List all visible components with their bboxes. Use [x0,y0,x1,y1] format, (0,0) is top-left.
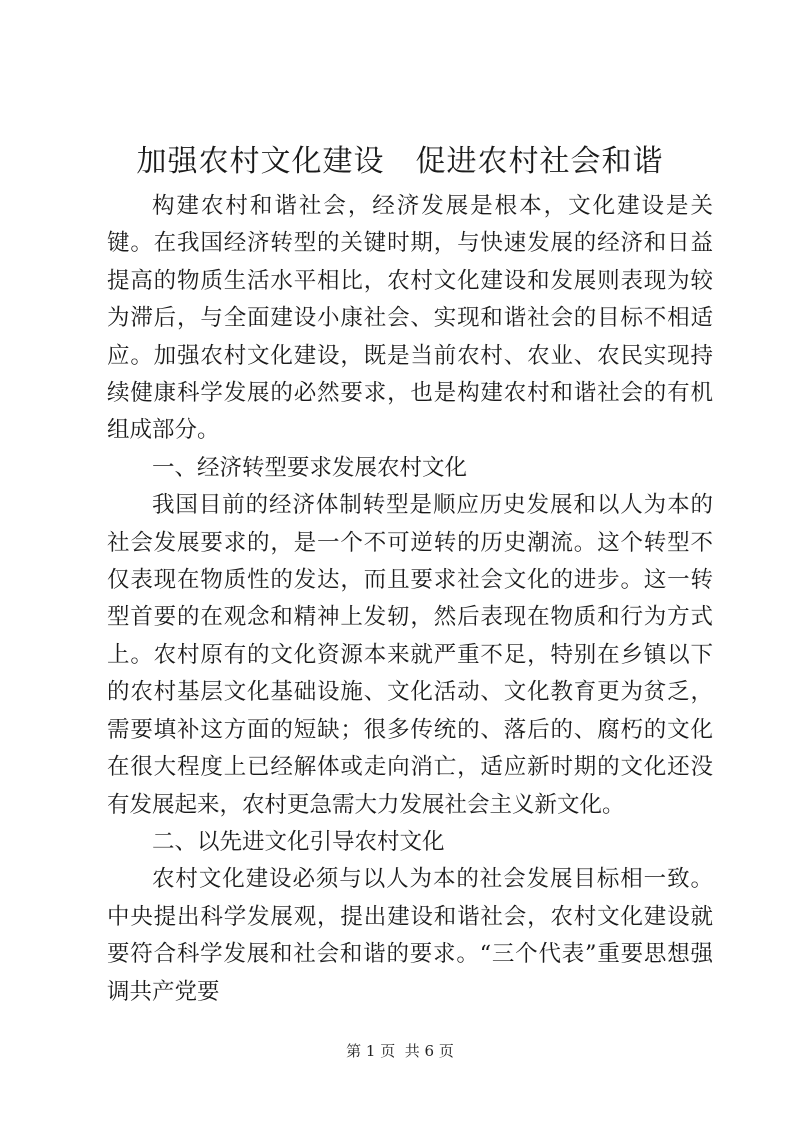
section-heading-1: 一、经济转型要求发展农村文化 [152,454,468,481]
section-2-paragraph: 农村文化建设必须与以人为本的社会发展目标相一致。中央提出科学发展观，提出建设和谐社会，农村文化建设就要符合科学发展和社会和谐的要求。“三个代表”重要思想强调共产党要 [107,866,713,1005]
intro-paragraph: 构建农村和谐社会，经济发展是根本，文化建设是关键。在我国经济转型的关键时期，与快速发展的经济和日益提高的物质生活水平相比，农村文化建设和发展则表现为较为滞后，与全面建设小康社会、实现和谐社会的目标不相适应。加强农村文化建设，既是当前农村、农业、农民实现持续健康科学发展的必然要求，也是构建农村和谐社会的有机组成部分。 [107,193,713,444]
section-1-paragraph: 我国目前的经济体制转型是顺应历史发展和以人为本的社会发展要求的，是一个不可逆转的历史潮流。这个转型不仅表现在物质性的发达，而且要求社会文化的进步。这一转型首要的在观念和精神上发轫，然后表现在物质和行为方式上。农村原有的文化资源本来就严重不足，特别在乡镇以下的农村基层文化基础设施、文化活动、文化教育更为贫乏，需要填补这方面的短缺；很多传统的、落后的、腐朽的文化在很大程度上已经解体或走向消亡，适应新时期的文化还没有发展起来，农村更急需大力发展社会主义新文化。 [107,492,713,818]
section-heading-2: 二、以先进文化引导农村文化 [152,828,445,855]
document-title: 加强农村文化建设 促进农村社会和谐 [136,144,664,179]
document-body [107,188,713,1011]
page-footer: 第 1 页 共 6 页 [346,1042,454,1060]
